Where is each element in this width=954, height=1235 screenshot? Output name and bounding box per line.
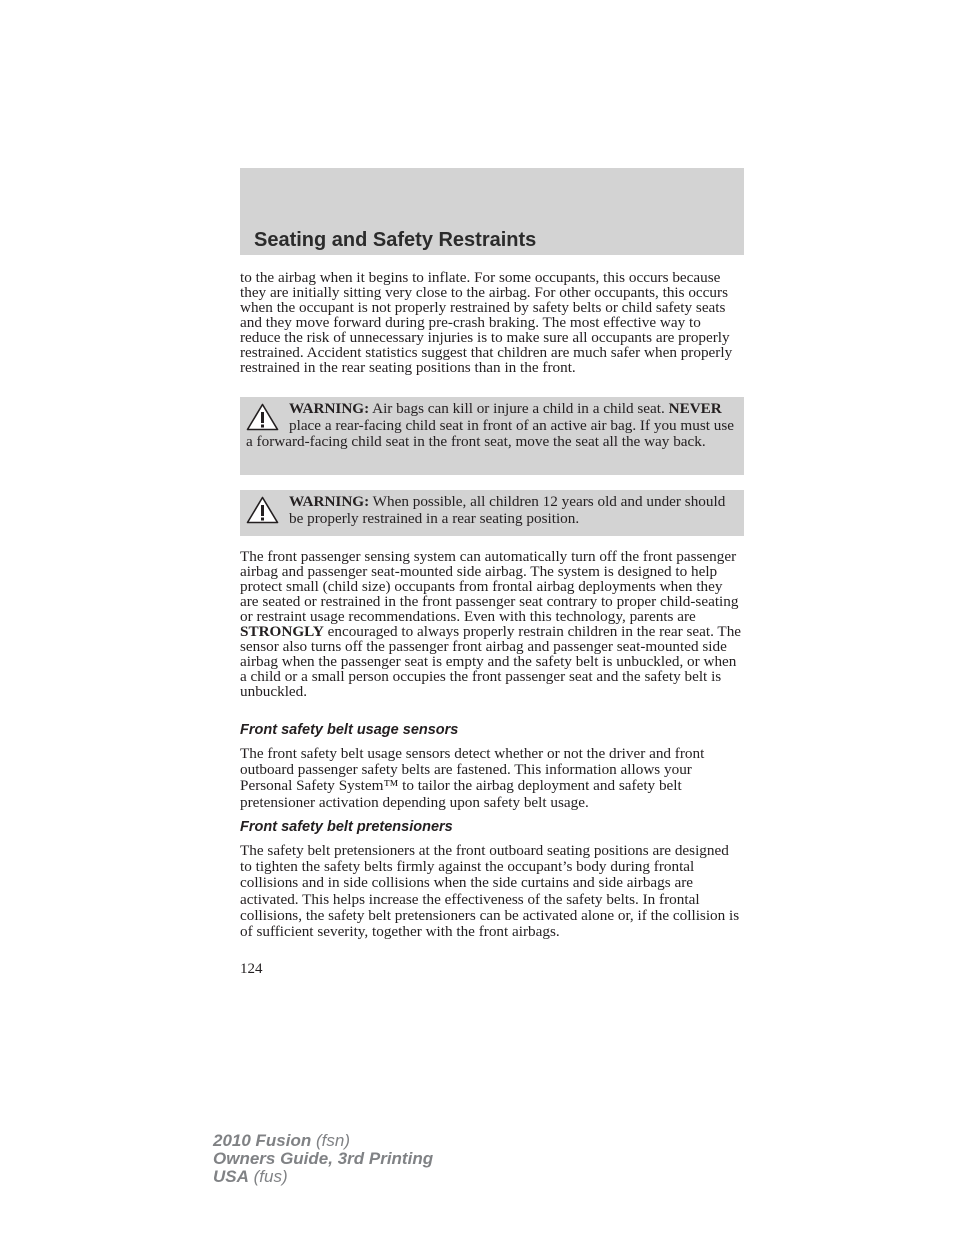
footer-model: 2010 Fusion [213, 1131, 312, 1150]
footer-market: USA [213, 1167, 249, 1186]
footer-line-guide [213, 1150, 433, 1168]
warning-label: WARNING: [289, 400, 370, 417]
paragraph-text: The front passenger sensing system can automatically turn off the front passenger airbag and passenger seat-mounted side airbag. The system is designed to help protect small (child size) occupants from frontal airbag deployments when they are seated or restrained in the front passenger seat contrary to proper child-seating or restraint usage recommendations. Even with this technology, parents are [240, 548, 739, 625]
warning-emphasis: NEVER [668, 400, 722, 417]
subheading-pretensioners: Front safety belt pretensioners [240, 819, 453, 835]
warning-box-child-seat [240, 397, 744, 475]
passenger-sensing-paragraph [240, 549, 744, 699]
paragraph-emphasis: STRONGLY [240, 623, 324, 640]
pretensioners-paragraph: The safety belt pretensioners at the front outboard seating positions are designed to tighten the safety belts firmly against the occupant’s body during frontal collisions and in side collisions when the side curtains and side airbags are activated. This helps increase the effectiveness of the safety belts. In frontal collisions, the safety belt pretensioners can be activated alone or, if the collision is of sufficient severity, together with the front airbags. [240, 842, 740, 941]
footer-line-market [213, 1168, 433, 1186]
footer-line-model [213, 1132, 433, 1150]
footer-guide: Owners Guide, 3rd Printing [213, 1149, 434, 1168]
warning-text: place a rear-facing child seat in front of an active air bag. If you must use a forward-facing child seat in the front seat, move the seat all the way back. [246, 416, 735, 450]
usage-sensors-paragraph: The front safety belt usage sensors detect whether or not the driver and front outboard passenger safety belts are fastened. This information allows your Personal Safety System™ to tailor the airbag deployment and safety belt pretensioner activation depending upon safety belt usage. [240, 745, 705, 811]
section-header-band [240, 168, 744, 255]
footer-market-code: (fus) [248, 1167, 288, 1186]
paragraph-text: encouraged to always properly restrain children in the rear seat. The sensor also turns off the passenger front airbag and passenger seat-mounted side airbag when the passenger seat is empty and the safety belt is unbuckled, or when a child or a small person occupies the front passenger seat and the safety belt is unbuckled. [240, 623, 742, 700]
warning-text: When possible, all children 12 years old and under should be properly restrained in a rear seating position. [289, 493, 726, 527]
subheading-usage-sensors: Front safety belt usage sensors [240, 722, 459, 738]
warning-triangle-icon [246, 496, 279, 524]
page-title: Seating and Safety Restraints [254, 229, 537, 251]
warning-text: Air bags can kill or injure a child in a child seat. [369, 400, 669, 417]
document-footer [213, 1132, 433, 1186]
footer-model-code: (fsn) [311, 1131, 350, 1150]
intro-paragraph: to the airbag when it begins to inflate. For some occupants, this occurs because they are initially sitting very close to the airbag. For other occupants, this occurs when the occupant is not properly restrained by safety belts or child safety seats and they move forward during pre-crash braking. The most effective way to reduce the risk of unnecessary injuries is to make sure all occupants are properly restrained. Accident statistics suggest that children are much safer when properly restrained in the rear seating positions than in the front. [240, 269, 733, 376]
warning-label: WARNING: [289, 493, 370, 510]
warning-box-children-rear-seat [240, 490, 744, 536]
warning-triangle-icon [246, 403, 279, 431]
page-number: 124 [240, 961, 263, 977]
